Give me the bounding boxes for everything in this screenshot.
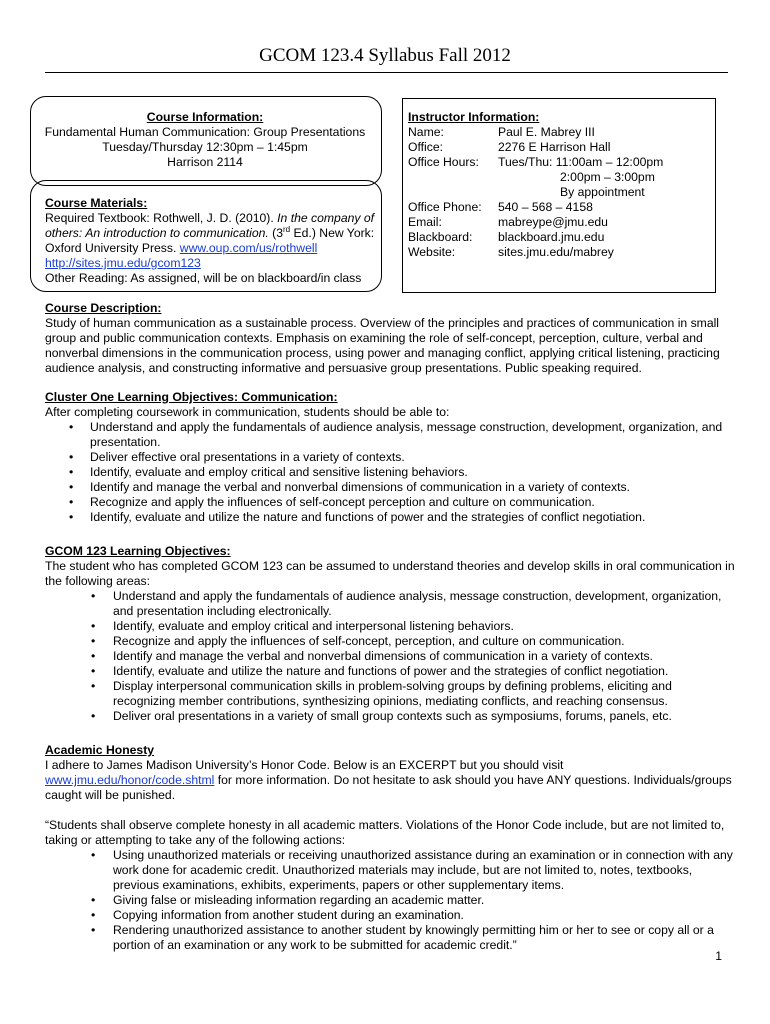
textbook-title: In the company of others: An introduction to communication. [45,211,375,240]
page-number: 1 [715,949,722,963]
instructor-heading: Instructor Information: [408,110,540,124]
instructor-row [408,230,708,245]
honesty-text: I adhere to James Madison University’s Honor Code. Below is an EXCERPT but you should visit www.jmu.edu/honor/code.shtml for more information. Do not hesitate to ask should you have ANY questions. Individuals/groups caught will be punished. [45,758,732,802]
honesty-heading: Academic Honesty [45,743,155,757]
course-info-heading: Course Information: [146,110,264,124]
course-materials [45,196,375,286]
course-description [45,301,735,376]
instructor-value: blackboard.jmu.edu [498,230,605,244]
office-hours-line: By appointment [560,185,645,199]
honor-code-link[interactable]: www.jmu.edu/honor/code.shtml [45,773,215,787]
instructor-label: Website: [408,245,456,259]
materials-heading: Course Materials: [45,196,148,210]
instructor-label: Blackboard: [408,230,473,244]
page-title: GCOM 123.4 Syllabus Fall 2012 [259,45,511,66]
instructor-label: Email: [408,215,442,229]
honesty-list [45,848,735,953]
cluster-list [45,420,735,525]
list-item: • Giving false or misleading information regarding an academic matter. [45,893,735,908]
instructor-row [408,245,708,260]
list-item: • Understand and apply the fundamentals of audience analysis, message construction, development, organization, and presentation. [45,420,735,450]
instructor-value: 540 – 568 – 4158 [498,200,593,214]
instructor-label: Office: [408,140,443,154]
instructor-row [408,215,708,230]
instructor-value: Tues/Thu: 11:00am – 12:00pm [498,155,664,169]
description-heading: Course Description: [45,301,162,315]
oup-link[interactable]: www.oup.com/us/rothwell [179,241,318,255]
instructor-label: Office Phone: [408,200,482,214]
instructor-label: Name: [408,125,444,139]
list-item: • Understand and apply the fundamentals of audience analysis, message construction, development, organization, and presentation including electronically. [45,589,735,619]
list-item: • Deliver effective oral presentations in a variety of contexts. [45,450,735,465]
course-info-line: Fundamental Human Communication: Group Presentations [44,125,366,139]
gcom123-link[interactable]: http://sites.jmu.edu/gcom123 [45,256,201,270]
list-item: • Deliver oral presentations in a variety of small group contexts such as symposiums, forums, panels, etc. [45,709,735,724]
list-item: • Identify and manage the verbal and nonverbal dimensions of communication in a variety of contexts. [45,649,735,664]
description-text: Study of human communication as a sustainable process. Overview of the principles and practices of communication in small group and public communication contexts. Emphasis on examining the role of self-concept, perception, culture, verbal and nonverbal dimensions in the communication process, using power and managing conflict, applying critical listening, practicing audience analysis, and constructing informative and persuasive group presentations. Public speaking required. [45,316,720,375]
list-item: • Rendering unauthorized assistance to another student by knowingly permitting him or her to see or copy all or a portion of an examination or any work to be submitted for academic credit.” [45,923,735,953]
instructor-info [408,110,708,260]
cluster-objectives [45,390,735,525]
course-info [40,110,370,170]
instructor-row [408,140,708,155]
list-item: • Identify, evaluate and utilize the nature and functions of power and the strategies of conflict negotiation. [45,510,735,525]
gcom-intro: The student who has completed GCOM 123 can be assumed to understand theories and develop skills in oral communication in the following areas: [45,559,735,588]
gcom-heading: GCOM 123 Learning Objectives: [45,544,231,558]
list-item: • Identify and manage the verbal and nonverbal dimensions of communication in a variety of contexts. [45,480,735,495]
list-item: • Identify, evaluate and employ critical and sensitive listening behaviors. [45,465,735,480]
materials-textbook: Required Textbook: Rothwell, J. D. (2010). In the company of others: An introduction to communication. (3rd Ed.) New York: Oxford University Press. www.oup.com/us/rothwell [45,211,375,255]
gcom-list [45,589,735,724]
list-item: • Copying information from another student during an examination. [45,908,735,923]
academic-honesty [45,743,735,953]
list-item: • Recognize and apply the influences of self-concept perception and culture on communication. [45,495,735,510]
honesty-quote: “Students shall observe complete honesty in all academic matters. Violations of the Honor Code include, but are not limited to, taking or attempting to take any of the following actions: [45,818,725,847]
list-item: • Using unauthorized materials or receiving unauthorized assistance during an examination or in connection with any work done for academic credit. Unauthorized materials may include, but are not limited to, notes, textbooks, previous examinations, exhibits, experiments, papers or other supplementary items. [45,848,735,893]
cluster-intro: After completing coursework in communication, students should be able to: [45,405,450,419]
instructor-row [408,125,708,140]
list-item: • Display interpersonal communication skills in problem-solving groups by defining problems, eliciting and recognizing member contributions, synthesizing opinions, mediating conflicts, and reaching consensus. [45,679,735,709]
course-info-line: Tuesday/Thursday 12:30pm – 1:45pm [102,140,308,154]
gcom-objectives [45,544,735,724]
office-hours-line: 2:00pm – 3:00pm [560,170,655,184]
list-item: • Recognize and apply the influences of self-concept, perception, and culture on communication. [45,634,735,649]
instructor-value: 2276 E Harrison Hall [498,140,611,154]
instructor-value: sites.jmu.edu/mabrey [498,245,614,259]
instructor-row [408,155,708,170]
title-rule [45,72,728,73]
course-info-line: Harrison 2114 [167,155,243,169]
list-item: • Identify, evaluate and utilize the nature and functions of power and the strategies of conflict negotiation. [45,664,735,679]
list-item: • Identify, evaluate and employ critical and interpersonal listening behaviors. [45,619,735,634]
other-reading: Other Reading: As assigned, will be on blackboard/in class [45,271,362,285]
instructor-row [408,200,708,215]
cluster-heading: Cluster One Learning Objectives: Communication: [45,390,338,404]
instructor-label: Office Hours: [408,155,479,169]
instructor-value: mabreype@jmu.edu [498,215,608,229]
instructor-value: Paul E. Mabrey III [498,125,595,139]
